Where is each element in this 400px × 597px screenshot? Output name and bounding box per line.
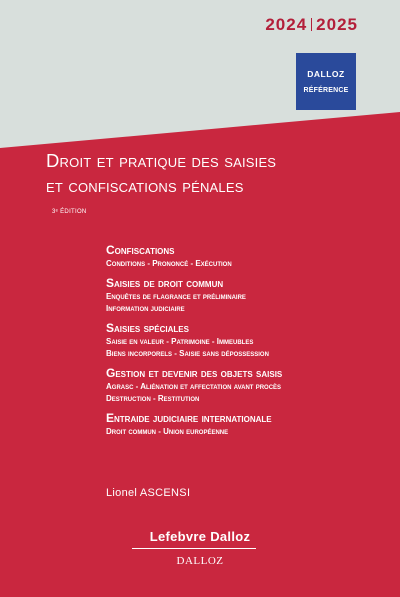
collection-badge bbox=[296, 53, 356, 110]
section-heading: Confiscations bbox=[106, 243, 175, 257]
section-subline: Enquêtes de flagrance et préliminaire bbox=[106, 292, 246, 301]
section-entraide-judiciaire bbox=[106, 411, 396, 438]
section-subline: Information judiciaire bbox=[106, 304, 185, 313]
dalloz-logo: DALLOZ bbox=[176, 555, 224, 567]
publisher-underline bbox=[132, 548, 256, 549]
badge-line-1: DALLOZ bbox=[307, 69, 345, 79]
section-subline: Destruction - Restitution bbox=[106, 394, 200, 403]
title-line-2: et confiscations pénales bbox=[46, 175, 244, 196]
section-subline: Biens incorporels - Saisie sans dépossession bbox=[106, 349, 269, 358]
publisher-name: Lefebvre Dalloz bbox=[149, 529, 251, 544]
year-separator bbox=[311, 18, 312, 31]
section-heading: Gestion et devenir des objets saisis bbox=[106, 366, 283, 380]
section-heading: Entraide judiciaire internationale bbox=[106, 411, 272, 425]
year-start: 2024 bbox=[265, 15, 308, 34]
section-subline: Droit commun - Union européenne bbox=[106, 427, 229, 436]
section-saisies-droit-commun bbox=[106, 276, 396, 315]
section-gestion-objets-saisis bbox=[106, 366, 396, 405]
section-confiscations bbox=[106, 243, 396, 270]
section-subline: Conditions - Prononcé - Exécution bbox=[106, 259, 232, 268]
table-of-contents bbox=[106, 243, 396, 444]
section-subline: Agrasc - Aliénation et affectation avant procès bbox=[106, 382, 282, 391]
badge-line-2: RÉFÉRENCE bbox=[303, 87, 349, 94]
section-subline: Saisie en valeur - Patrimoine - Immeubles bbox=[106, 337, 254, 346]
edition-years bbox=[265, 15, 358, 35]
title-line-1: Droit et pratique des saisies bbox=[46, 150, 277, 171]
section-heading: Saisies spéciales bbox=[106, 321, 189, 335]
year-end: 2025 bbox=[316, 15, 358, 34]
book-title bbox=[46, 148, 386, 198]
section-heading: Saisies de droit commun bbox=[106, 276, 224, 290]
edition-label: 3ᵉ ÉDITION bbox=[52, 209, 87, 215]
author-name: Lionel ASCENSI bbox=[106, 487, 191, 499]
section-saisies-speciales bbox=[106, 321, 396, 360]
